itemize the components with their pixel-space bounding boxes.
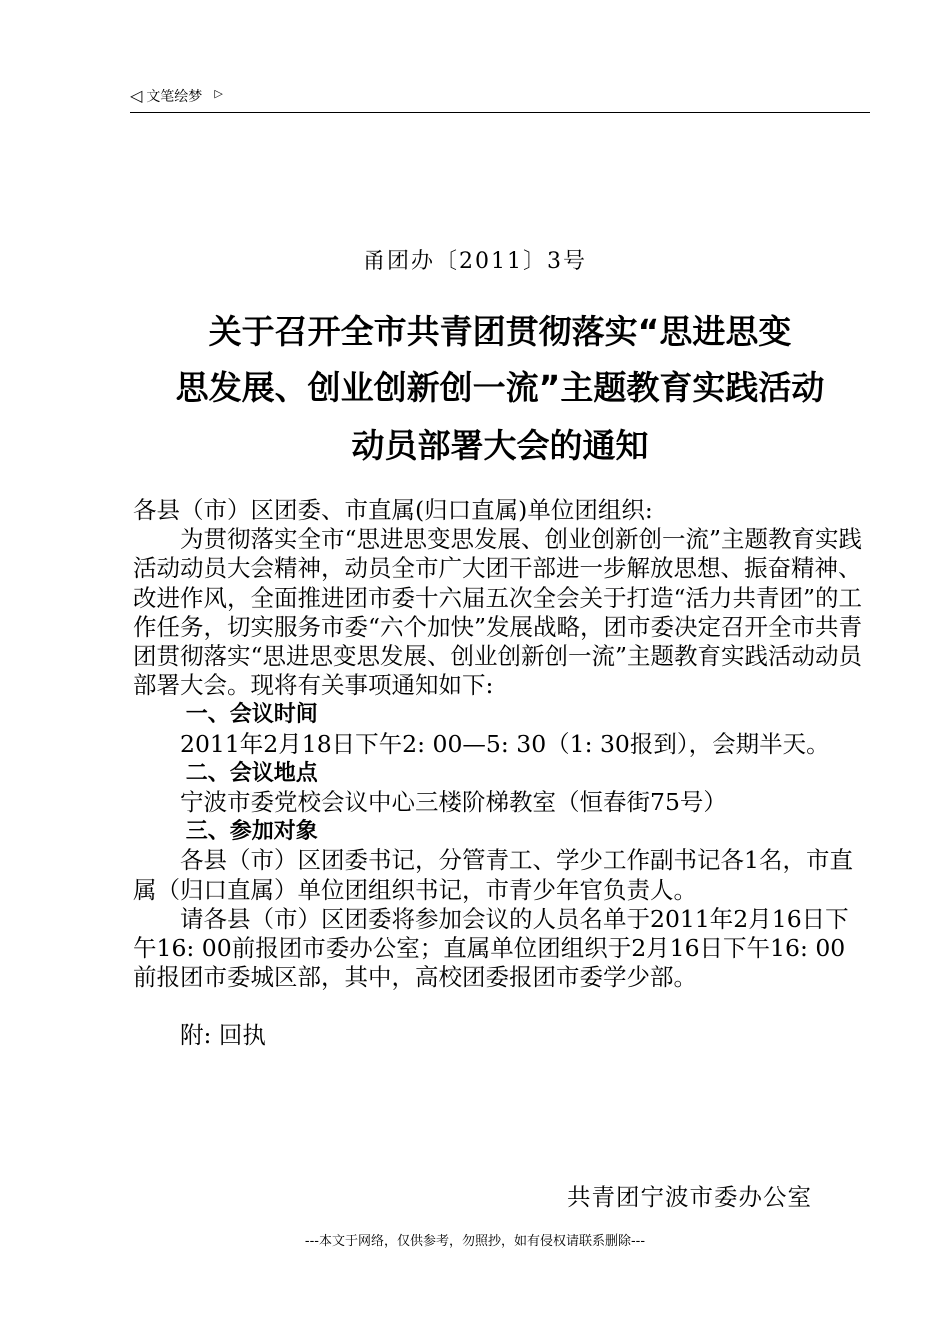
right-triangle-icon: ▷	[214, 87, 223, 100]
section-3-text-2: 请各县（市）区团委将参加会议的人员名单于2011年2月16日下午16: 00前报团市委办公室；直属单位团组织于2月16日下午16: 00前报团市委城区部，其中，高校团委报团市委学少部。	[133, 904, 849, 992]
section-2-text: 宁波市委党校会议中心三楼阶梯教室（恒春街75号）	[180, 788, 727, 817]
attachment-line: 附: 回执	[180, 1021, 266, 1050]
section-3-title: 三、参加对象	[185, 819, 318, 845]
section-3-text-1: 各县（市）区团委书记，分管青工、学少工作副书记各1名，市直属（归口直属）单位团组织书记，市青少年官负责人。	[133, 846, 853, 904]
disclaimer-footer: ---本文于网络，仅供参考，勿照抄，如有侵权请联系删除---	[304, 1234, 646, 1249]
title-line-2: 思发展、创业创新创一流”主题教育实践活动	[175, 368, 825, 407]
section-1-title: 一、会议时间	[185, 702, 318, 728]
section-2-title: 二、会议地点	[185, 760, 318, 786]
section-1-text: 2011年2月18日下午2: 00—5: 30（1: 30报到），会期半天。	[180, 729, 830, 758]
intro-paragraph: 为贯彻落实全市“思进思变思发展、创业创新创一流”主题教育实践活动动员大会精神，动员全市广大团干部进一步解放思想、振奋精神、改进作风，全面推进团市委十六届五次全会关于打造“活力共青团”的工作任务，切实服务市委“六个加快”发展战略，团市委决定召开全市共青团贯彻落实“思进思变思发展、创业创新创一流”主题教育实践活动动员部署大会。现将有关事项通知如下:	[133, 525, 863, 700]
page-header	[130, 86, 870, 113]
header-brand	[130, 86, 223, 106]
signature: 共青团宁波市委办公室	[567, 1183, 812, 1211]
salutation: 各县（市）区团委、市直属(归口直属)单位团组织:	[133, 496, 653, 524]
document-number: 甬团办〔2011〕3号	[363, 249, 587, 274]
left-triangle-icon: ◁	[130, 86, 143, 105]
title-line-3: 动员部署大会的通知	[351, 426, 649, 465]
title-line-1: 关于召开全市共青团贯彻落实“思进思变	[208, 312, 792, 351]
blank-line	[133, 992, 868, 1021]
document-body	[133, 496, 868, 1051]
brand-text: 文笔绘梦	[146, 89, 203, 105]
